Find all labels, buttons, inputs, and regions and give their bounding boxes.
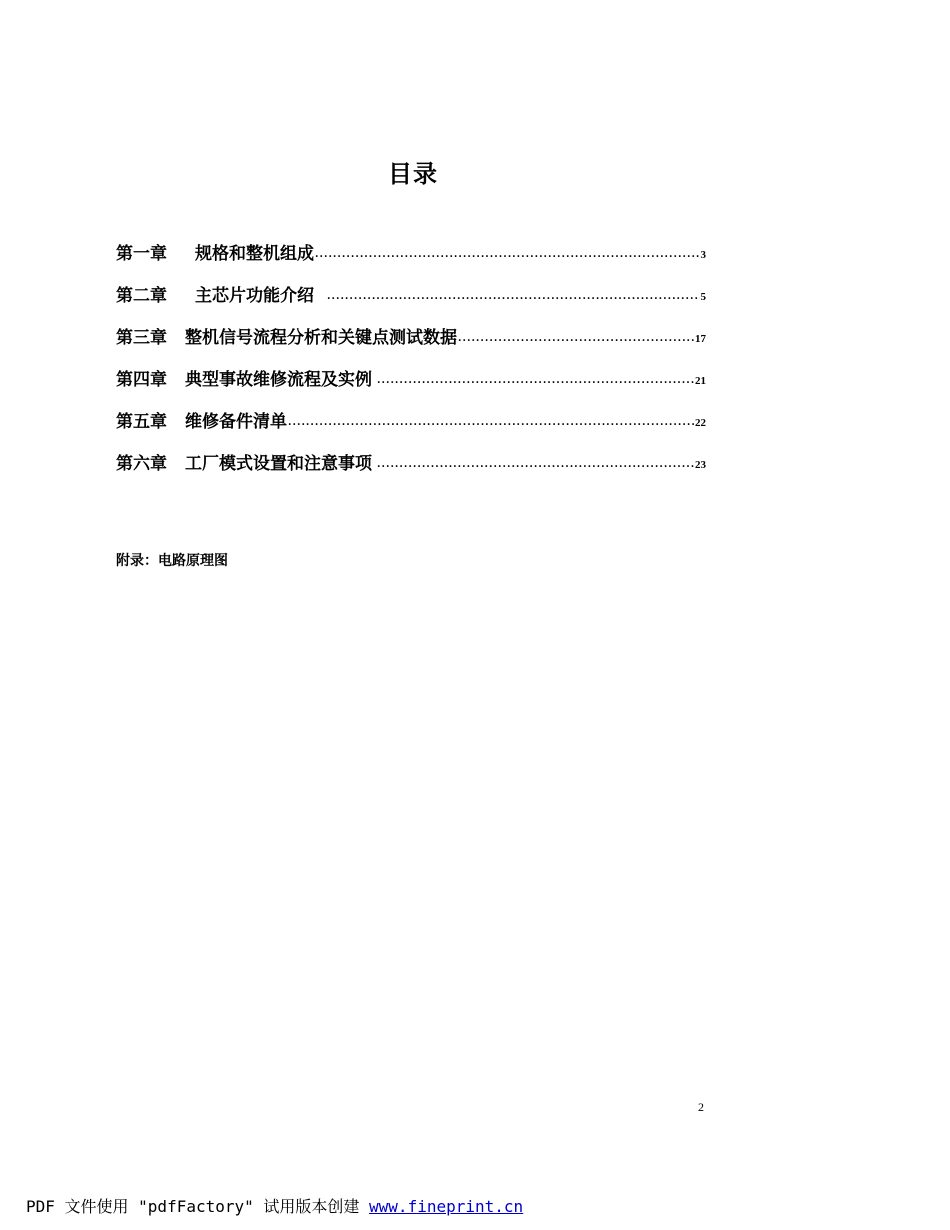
- toc-chapter-label: 第一章: [116, 244, 167, 264]
- toc-chapter-label: 第五章: [116, 412, 167, 432]
- toc-chapter-title: 整机信号流程分析和关键点测试数据: [185, 328, 457, 348]
- toc-chapter-title: 典型事故维修流程及实例: [185, 370, 372, 390]
- toc-entry-chapter-1[interactable]: [116, 222, 706, 264]
- page-number: 2: [698, 1100, 704, 1114]
- table-of-contents: [116, 222, 706, 474]
- toc-chapter-title: 规格和整机组成: [195, 244, 314, 264]
- toc-page-number: 3: [700, 249, 706, 261]
- toc-dot-leader: [288, 418, 694, 428]
- toc-entry-chapter-4[interactable]: [116, 348, 706, 390]
- toc-dot-leader: [327, 292, 700, 302]
- toc-page-number: 23: [695, 459, 706, 471]
- toc-chapter-label: 第六章: [116, 454, 167, 474]
- toc-dot-leader: [377, 376, 694, 386]
- page-title: 目录: [388, 159, 438, 188]
- toc-dot-leader: [315, 250, 700, 260]
- footer-link[interactable]: www.fineprint.cn: [369, 1197, 524, 1216]
- toc-chapter-title: 工厂模式设置和注意事项: [185, 454, 372, 474]
- footer-text: PDF 文件使用 "pdfFactory" 试用版本创建: [26, 1197, 370, 1216]
- toc-page-number: 5: [700, 291, 706, 303]
- toc-chapter-title: 主芯片功能介绍: [195, 286, 314, 306]
- appendix-label: 附录：电路原理图: [116, 553, 228, 569]
- toc-entry-chapter-5[interactable]: [116, 390, 706, 432]
- toc-page-number: 21: [695, 375, 706, 387]
- toc-chapter-title: 维修备件清单: [185, 412, 287, 432]
- toc-chapter-label: 第四章: [116, 370, 167, 390]
- toc-chapter-label: 第三章: [116, 328, 167, 348]
- toc-dot-leader: [458, 334, 694, 344]
- toc-entry-chapter-6[interactable]: [116, 432, 706, 474]
- toc-dot-leader: [377, 460, 694, 470]
- toc-entry-chapter-3[interactable]: [116, 306, 706, 348]
- toc-page-number: 17: [695, 333, 706, 345]
- toc-entry-chapter-2[interactable]: [116, 264, 706, 306]
- pdf-footer: [26, 1194, 523, 1217]
- toc-page-number: 22: [695, 417, 706, 429]
- toc-chapter-label: 第二章: [116, 286, 167, 306]
